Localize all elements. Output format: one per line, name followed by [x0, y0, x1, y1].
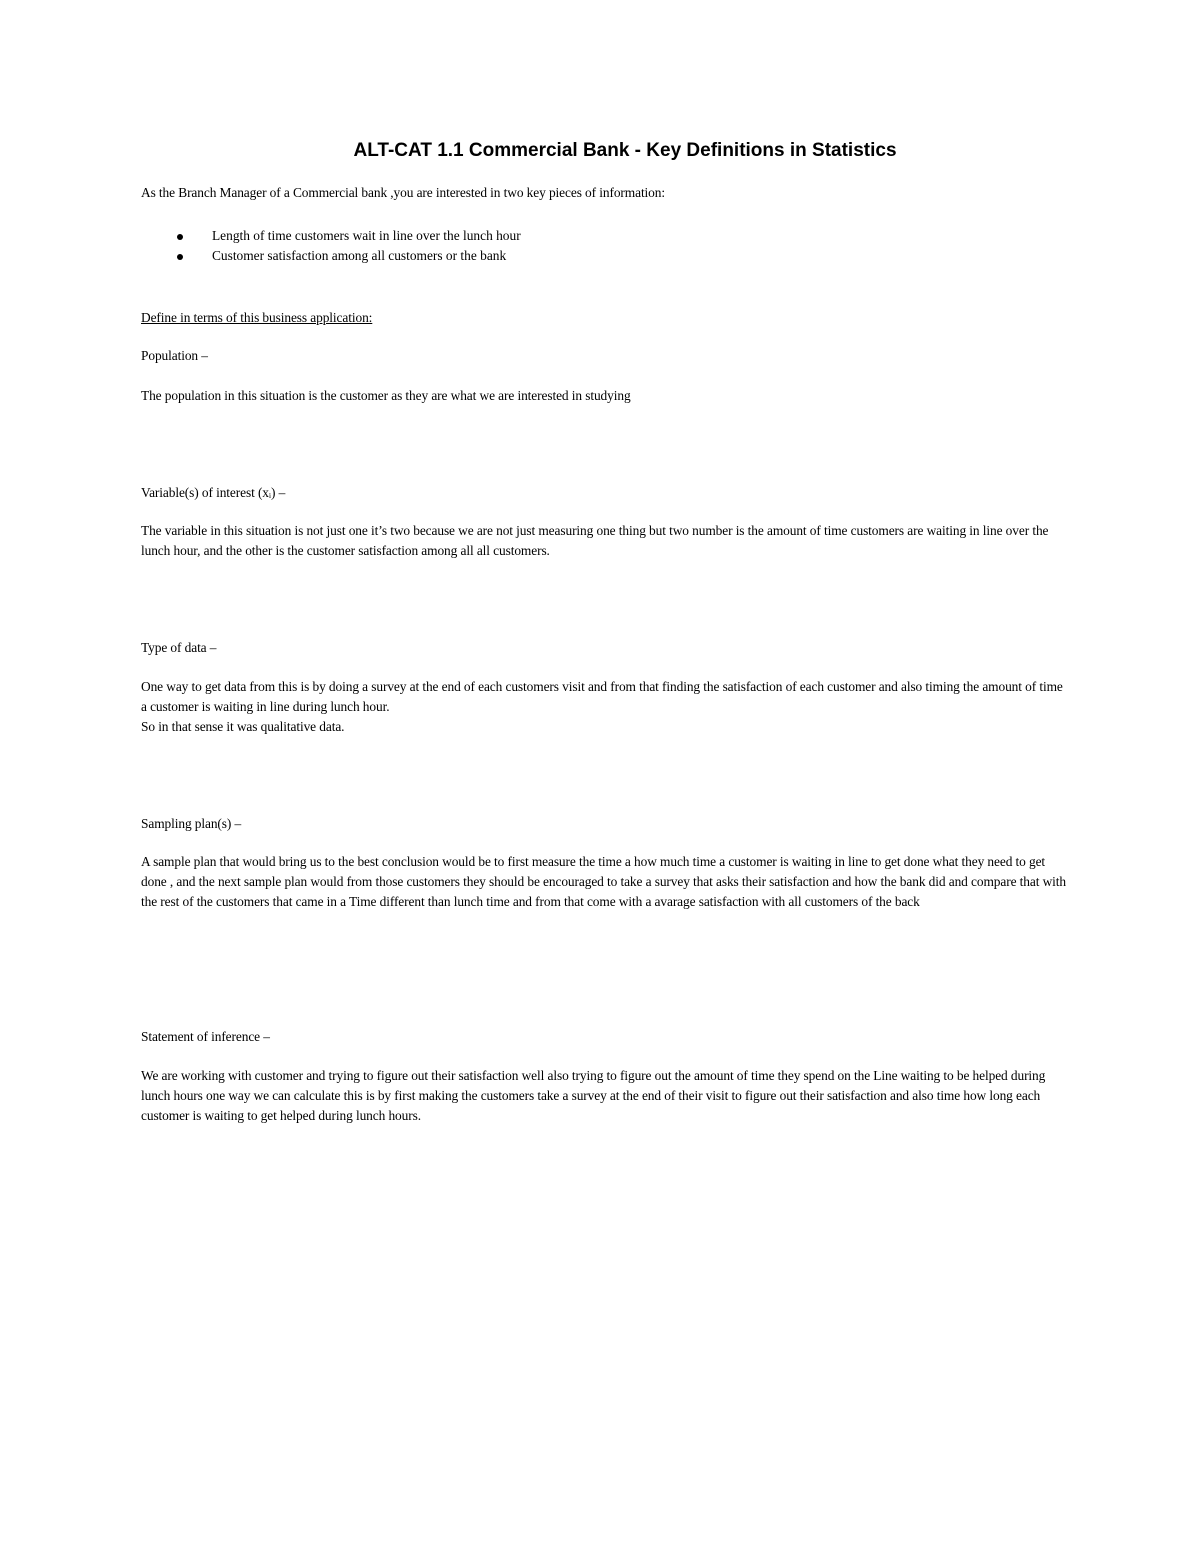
- type-of-data-answer: One way to get data from this is by doing a survey at the end of each customers visit and from that finding the satisfaction of each customer and also timing the amount of time a customer is waiting in line during lunch hour.: [141, 679, 1063, 714]
- sampling-plan-answer: A sample plan that would bring us to the best conclusion would be to first measure the time a how much time a customer is waiting in line to get done what they need to get done , and the next sample plan would from those customers they should be encouraged to take a survey that asks their satisfaction and how the bank did and compare that with the rest of the customers that came in a Time different than lunch time and from that come with a avarage satisfaction with all customers of the back: [141, 854, 1067, 909]
- list-item: [141, 226, 1041, 246]
- variables-answer: The variable in this situation is not just one it’s two because we are not just measuring one thing but two number is the amount of time customers are waiting in line over the lunch hour, and the other is the customer satisfaction among all all customers.: [141, 523, 1049, 558]
- bullet-icon: [177, 234, 183, 240]
- list-item-text: Customer satisfaction among all customers or the bank: [212, 248, 507, 263]
- bullet-icon: [177, 254, 183, 260]
- variables-label: Variable(s) of interest (xᵢ) –: [141, 485, 286, 500]
- population-label: Population –: [141, 348, 208, 363]
- define-heading: Define in terms of this business application:: [141, 310, 373, 325]
- type-of-data-label: Type of data –: [141, 640, 217, 655]
- type-of-data-conclusion: So in that sense it was qualitative data.: [141, 719, 345, 734]
- population-answer: The population in this situation is the customer as they are what we are interested in studying: [141, 388, 631, 403]
- list-item-text: Length of time customers wait in line over the lunch hour: [212, 228, 521, 243]
- intro-paragraph: As the Branch Manager of a Commercial bank ,you are interested in two key pieces of information:: [141, 185, 665, 200]
- list-item: [141, 246, 1041, 266]
- inference-answer: We are working with customer and trying to figure out their satisfaction well also trying to figure out the amount of time they spend on the Line waiting to be helped during lunch hours one way we can calculate this is by first making the customers take a survey at the end of their visit to figure out their satisfaction and also time how long each customer is waiting to get helped during lunch hours.: [141, 1068, 1046, 1123]
- inference-label: Statement of inference –: [141, 1029, 270, 1044]
- document-title: ALT-CAT 1.1 Commercial Bank - Key Definitions in Statistics: [353, 140, 897, 161]
- key-info-list: [141, 226, 1041, 266]
- sampling-plan-label: Sampling plan(s) –: [141, 816, 242, 831]
